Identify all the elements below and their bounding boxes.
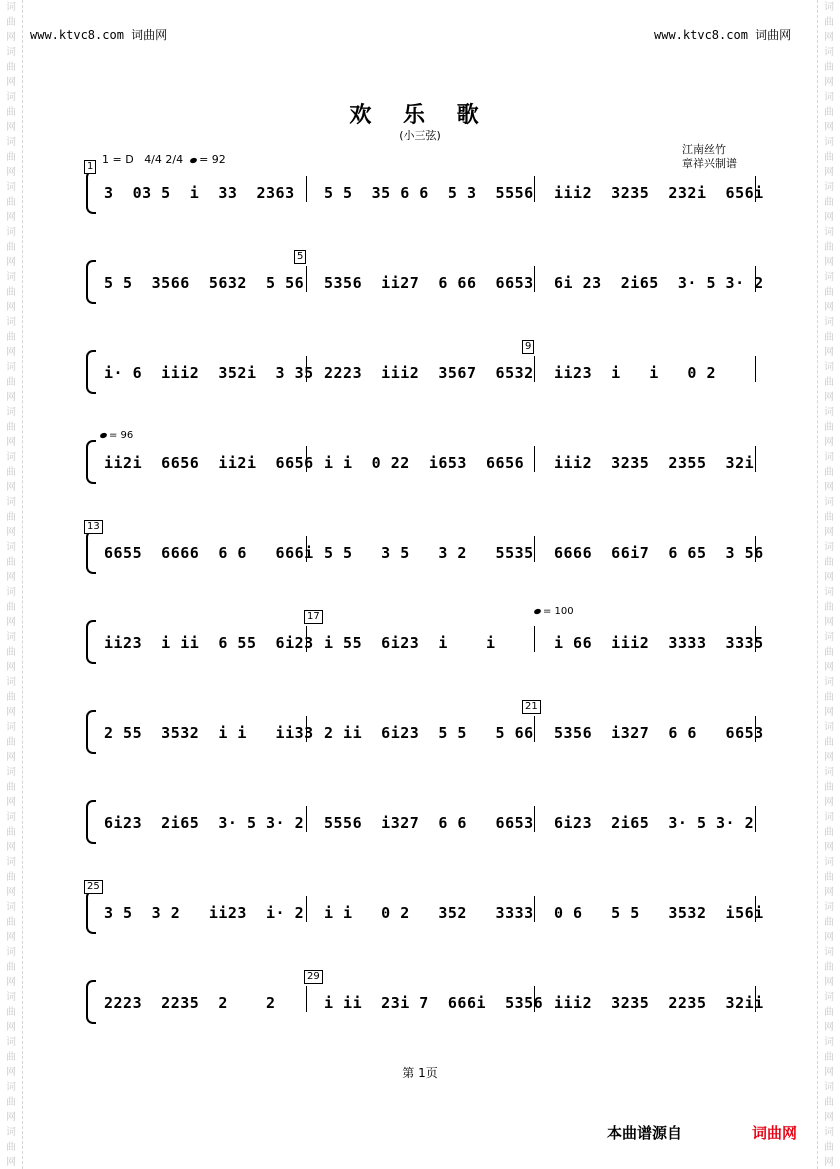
watermark-char: 曲	[824, 737, 834, 748]
watermark-char: 曲	[6, 107, 16, 118]
watermark-char: 词	[6, 902, 16, 913]
measure: 2 55 3532 i i ii33	[104, 724, 314, 742]
watermark-char: 网	[6, 1067, 16, 1078]
measure: 6666 66i7 6 65 3 56	[554, 544, 764, 562]
measure: 5 5 3 5 3 2 5535	[324, 544, 534, 562]
watermark-char: 网	[6, 1157, 16, 1168]
watermark-char: 网	[824, 707, 834, 718]
watermark-char: 网	[6, 842, 16, 853]
barline	[306, 626, 307, 652]
barline	[534, 176, 535, 202]
watermark-char: 曲	[6, 782, 16, 793]
watermark-char: 网	[824, 527, 834, 538]
barline-end	[755, 896, 756, 922]
row-brace	[86, 800, 96, 844]
barline-end	[755, 446, 756, 472]
watermark-char: 曲	[6, 467, 16, 478]
watermark-char: 网	[824, 1112, 834, 1123]
watermark-char: 网	[6, 662, 16, 673]
barline	[534, 356, 535, 382]
header-right-site: 词曲网	[755, 28, 792, 42]
watermark-char: 词	[6, 1037, 16, 1048]
watermark-char: 网	[6, 752, 16, 763]
watermark-char: 曲	[6, 197, 16, 208]
score-row	[86, 521, 764, 570]
watermark-char: 词	[824, 1037, 834, 1048]
watermark-char: 词	[6, 362, 16, 373]
rehearsal-mark: 5	[294, 250, 306, 264]
tempo-initial: = 92	[199, 153, 226, 166]
watermark-char: 网	[6, 122, 16, 133]
watermark-char: 曲	[6, 647, 16, 658]
watermark-char: 网	[824, 482, 834, 493]
watermark-char: 网	[6, 797, 16, 808]
watermark-char: 词	[6, 452, 16, 463]
watermark-char: 词	[824, 137, 834, 148]
watermark-char: 词	[824, 452, 834, 463]
watermark-char: 曲	[824, 557, 834, 568]
tempo-value: = 100	[543, 606, 574, 617]
watermark-char: 词	[6, 857, 16, 868]
measure: ii23 i ii 6 55 6i23	[104, 634, 314, 652]
barline-end	[755, 806, 756, 832]
header-right	[654, 26, 791, 43]
barline-end	[755, 626, 756, 652]
rehearsal-mark: 1	[84, 160, 96, 174]
row-brace	[86, 530, 96, 574]
measure: 0 6 5 5 3532 i56i	[554, 904, 764, 922]
watermark-char: 曲	[6, 242, 16, 253]
measure: i i 0 2 352 3333	[324, 904, 534, 922]
watermark-char: 网	[6, 32, 16, 43]
watermark-char: 词	[824, 677, 834, 688]
watermark-char: 曲	[824, 1052, 834, 1063]
watermark-char: 词	[6, 587, 16, 598]
quarter-note-icon	[99, 431, 107, 438]
barline	[534, 446, 535, 472]
watermark-char: 曲	[824, 647, 834, 658]
barline	[534, 626, 535, 652]
watermark-char: 词	[824, 542, 834, 553]
watermark-char: 词	[824, 947, 834, 958]
watermark-char: 词	[6, 182, 16, 193]
barline	[306, 266, 307, 292]
score-row	[86, 881, 764, 930]
watermark-char: 曲	[824, 197, 834, 208]
measure: 5356 i327 6 6 6653	[554, 724, 764, 742]
watermark-char: 网	[824, 617, 834, 628]
header-left	[30, 26, 167, 43]
watermark-char: 网	[824, 842, 834, 853]
barline	[534, 266, 535, 292]
barline	[306, 356, 307, 382]
watermark-char: 网	[824, 212, 834, 223]
quarter-note-icon	[189, 156, 197, 163]
watermark-char: 曲	[824, 1097, 834, 1108]
score-row	[86, 701, 764, 750]
watermark-char: 曲	[6, 1007, 16, 1018]
row-brace	[86, 890, 96, 934]
watermark-char: 网	[824, 392, 834, 403]
watermark-char: 词	[6, 2, 16, 13]
watermark-char: 曲	[6, 1097, 16, 1108]
measure: i ii 23i 7 666i 5356	[324, 994, 544, 1012]
score-row	[86, 971, 764, 1020]
watermark-char: 曲	[6, 152, 16, 163]
watermark-char: 曲	[6, 827, 16, 838]
rehearsal-mark: 13	[84, 520, 103, 534]
watermark-char: 词	[6, 407, 16, 418]
watermark-char: 曲	[824, 1142, 834, 1153]
header-right-url[interactable]: www.ktvc8.com	[654, 28, 748, 42]
watermark-char: 词	[824, 1082, 834, 1093]
header-left-url[interactable]: www.ktvc8.com	[30, 28, 124, 42]
score-row	[86, 341, 756, 390]
barline	[306, 716, 307, 742]
tempo-mark	[534, 606, 574, 617]
watermark-char: 词	[824, 1127, 834, 1138]
watermark-char: 网	[6, 437, 16, 448]
watermark-char: 曲	[6, 332, 16, 343]
row-brace	[86, 980, 96, 1024]
watermark-char: 曲	[824, 107, 834, 118]
watermark-char: 词	[824, 632, 834, 643]
watermark-char: 词	[824, 92, 834, 103]
measure: 6i23 2i65 3· 5 3· 2	[554, 814, 755, 832]
watermark-char: 网	[824, 797, 834, 808]
source-label: 本曲谱源自	[607, 1124, 683, 1142]
watermark-char: 网	[6, 707, 16, 718]
rehearsal-mark: 29	[304, 970, 323, 984]
measure: 6i23 2i65 3· 5 3· 2	[104, 814, 305, 832]
row-brace	[86, 710, 96, 754]
measure: 6i 23 2i65 3· 5 3· 2	[554, 274, 764, 292]
watermark-char: 网	[6, 257, 16, 268]
watermark-char: 词	[6, 47, 16, 58]
watermark-char: 曲	[6, 287, 16, 298]
barline	[306, 176, 307, 202]
barline	[306, 806, 307, 832]
watermark-char: 词	[6, 497, 16, 508]
watermark-char: 词	[6, 632, 16, 643]
composer-line-2: 章祥兴制谱	[682, 157, 737, 170]
barline-end	[755, 356, 756, 382]
watermark-char: 曲	[824, 782, 834, 793]
meter: 4/4 2/4	[144, 153, 184, 166]
watermark-char: 网	[6, 1022, 16, 1033]
watermark-char: 词	[6, 812, 16, 823]
watermark-char: 曲	[824, 422, 834, 433]
watermark-char: 网	[824, 662, 834, 673]
watermark-char: 网	[6, 212, 16, 223]
watermark-char: 曲	[6, 62, 16, 73]
watermark-char: 曲	[824, 512, 834, 523]
watermark-char: 词	[824, 2, 834, 13]
watermark-char: 网	[6, 482, 16, 493]
tempo-line	[102, 153, 226, 166]
watermark-char: 词	[824, 902, 834, 913]
watermark-char: 网	[6, 392, 16, 403]
divider-right	[817, 0, 818, 1169]
watermark-char: 词	[6, 272, 16, 283]
row-brace	[86, 620, 96, 664]
watermark-char: 网	[6, 302, 16, 313]
row-brace	[86, 350, 96, 394]
site-logo[interactable]: 词曲网	[752, 1124, 798, 1142]
page-number: 第 1页	[402, 1066, 438, 1080]
watermark-char: 曲	[824, 872, 834, 883]
rehearsal-mark: 25	[84, 880, 103, 894]
barline	[534, 896, 535, 922]
rehearsal-mark: 17	[304, 610, 323, 624]
measure: 5356 ii27 6 66 6653	[324, 274, 534, 292]
divider-left	[22, 0, 23, 1169]
tempo-mark	[100, 430, 133, 441]
row-brace	[86, 440, 96, 484]
measure: i 55 6i23 i i	[324, 634, 496, 652]
watermark-char: 曲	[824, 62, 834, 73]
watermark-char: 词	[6, 947, 16, 958]
watermark-char: 曲	[6, 917, 16, 928]
watermark-char: 词	[824, 407, 834, 418]
watermark-char: 网	[6, 887, 16, 898]
watermark-char: 词	[824, 767, 834, 778]
barline-end	[755, 716, 756, 742]
watermark-char: 词	[6, 1082, 16, 1093]
measure: i i 0 22 i653 6656	[324, 454, 525, 472]
barline	[534, 536, 535, 562]
watermark-char: 网	[6, 347, 16, 358]
watermark-char: 网	[824, 347, 834, 358]
watermark-char: 曲	[6, 737, 16, 748]
watermark-char: 词	[824, 857, 834, 868]
watermark-char: 词	[6, 317, 16, 328]
row-brace	[86, 260, 96, 304]
watermark-char: 网	[824, 752, 834, 763]
composer-line-1: 江南丝竹	[682, 143, 726, 156]
watermark-char: 网	[824, 887, 834, 898]
watermark-char: 曲	[824, 962, 834, 973]
watermark-char: 词	[6, 677, 16, 688]
row-brace	[86, 170, 96, 214]
watermark-char: 词	[824, 722, 834, 733]
watermark-char: 网	[6, 932, 16, 943]
tempo-value: = 96	[109, 430, 134, 441]
watermark-char: 词	[6, 722, 16, 733]
watermark-strip-right	[818, 0, 840, 1169]
watermark-char: 词	[6, 227, 16, 238]
watermark-char: 网	[824, 977, 834, 988]
watermark-char: 网	[6, 77, 16, 88]
watermark-char: 曲	[6, 17, 16, 28]
watermark-char: 网	[824, 1067, 834, 1078]
barline	[306, 986, 307, 1012]
watermark-char: 曲	[6, 872, 16, 883]
measure: iii2 3235 2235 32ii	[554, 994, 764, 1012]
watermark-char: 网	[6, 1112, 16, 1123]
watermark-char: 网	[824, 257, 834, 268]
measure: ii2i 6656 ii2i 6656	[104, 454, 314, 472]
watermark-char: 曲	[824, 602, 834, 613]
watermark-char: 曲	[6, 962, 16, 973]
watermark-char: 网	[824, 572, 834, 583]
watermark-char: 曲	[6, 377, 16, 388]
watermark-char: 曲	[824, 332, 834, 343]
measure: iii2 3235 232i 656i	[554, 184, 764, 202]
watermark-char: 曲	[824, 17, 834, 28]
watermark-char: 词	[824, 47, 834, 58]
watermark-char: 词	[6, 992, 16, 1003]
watermark-char: 曲	[824, 1007, 834, 1018]
score-row	[86, 606, 764, 660]
watermark-char: 曲	[824, 377, 834, 388]
watermark-char: 词	[824, 317, 834, 328]
watermark-char: 曲	[6, 557, 16, 568]
watermark-char: 曲	[6, 512, 16, 523]
watermark-char: 曲	[6, 422, 16, 433]
rehearsal-mark: 21	[522, 700, 541, 714]
key-signature: 1 = D	[102, 153, 134, 166]
barline	[534, 806, 535, 832]
watermark-char: 网	[824, 932, 834, 943]
measure: i 66 iii2 3333 3335	[554, 634, 764, 652]
barline	[306, 896, 307, 922]
watermark-char: 词	[6, 137, 16, 148]
measure: 2223 iii2 3567 6532	[324, 364, 534, 382]
watermark-char: 网	[6, 977, 16, 988]
watermark-char: 网	[824, 437, 834, 448]
measure: i· 6 iii2 352i 3 35	[104, 364, 314, 382]
watermark-char: 曲	[824, 242, 834, 253]
watermark-char: 网	[6, 617, 16, 628]
watermark-char: 词	[6, 92, 16, 103]
barline	[306, 536, 307, 562]
measure: iii2 3235 2355 32i	[554, 454, 755, 472]
barline-end	[755, 176, 756, 202]
barline	[534, 716, 535, 742]
watermark-char: 词	[824, 992, 834, 1003]
measure: 5556 i327 6 6 6653	[324, 814, 534, 832]
watermark-char: 网	[824, 1022, 834, 1033]
score-subtitle: (小三弦)	[399, 129, 441, 142]
quarter-note-icon	[533, 607, 541, 614]
watermark-char: 曲	[6, 1142, 16, 1153]
score-title: 欢 乐 歌	[349, 102, 491, 128]
measure: 2 ii 6i23 5 5 5 66	[324, 724, 534, 742]
watermark-char: 曲	[824, 152, 834, 163]
measure: 3 5 3 2 ii23 i· 2	[104, 904, 305, 922]
watermark-char: 词	[6, 1127, 16, 1138]
barline-end	[755, 536, 756, 562]
measure: 5 5 3566 5632 5 56	[104, 274, 305, 292]
barline	[306, 446, 307, 472]
measure: 2223 2235 2 2	[104, 994, 276, 1012]
watermark-char: 曲	[6, 1052, 16, 1063]
watermark-char: 词	[824, 182, 834, 193]
measure: 6655 6666 6 6 666i	[104, 544, 314, 562]
score-row	[86, 251, 764, 300]
barline-end	[755, 266, 756, 292]
header-left-site: 词曲网	[131, 28, 168, 42]
watermark-char: 网	[6, 572, 16, 583]
watermark-char: 网	[824, 77, 834, 88]
watermark-char: 词	[824, 362, 834, 373]
watermark-char: 网	[824, 1157, 834, 1168]
watermark-char: 网	[824, 302, 834, 313]
watermark-char: 词	[6, 542, 16, 553]
score-row	[86, 430, 756, 480]
measure: ii23 i i 0 2	[554, 364, 717, 382]
watermark-char: 网	[6, 167, 16, 178]
barline-end	[755, 986, 756, 1012]
watermark-char: 网	[824, 122, 834, 133]
watermark-char: 曲	[824, 287, 834, 298]
watermark-char: 词	[824, 587, 834, 598]
rehearsal-mark: 9	[522, 340, 534, 354]
watermark-strip-left	[0, 0, 22, 1169]
watermark-char: 网	[824, 32, 834, 43]
watermark-char: 曲	[6, 602, 16, 613]
watermark-char: 网	[6, 527, 16, 538]
watermark-char: 曲	[824, 692, 834, 703]
watermark-char: 词	[824, 497, 834, 508]
watermark-char: 曲	[824, 917, 834, 928]
watermark-char: 网	[824, 167, 834, 178]
barline	[534, 986, 535, 1012]
watermark-char: 曲	[6, 692, 16, 703]
watermark-char: 曲	[824, 827, 834, 838]
watermark-char: 词	[824, 272, 834, 283]
watermark-char: 词	[824, 812, 834, 823]
measure: 5 5 35 6 6 5 3 5556	[324, 184, 534, 202]
watermark-char: 词	[6, 767, 16, 778]
score-row	[86, 800, 756, 840]
watermark-char: 曲	[824, 467, 834, 478]
measure: 3 03 5 i 33 2363	[104, 184, 295, 202]
watermark-char: 词	[824, 227, 834, 238]
